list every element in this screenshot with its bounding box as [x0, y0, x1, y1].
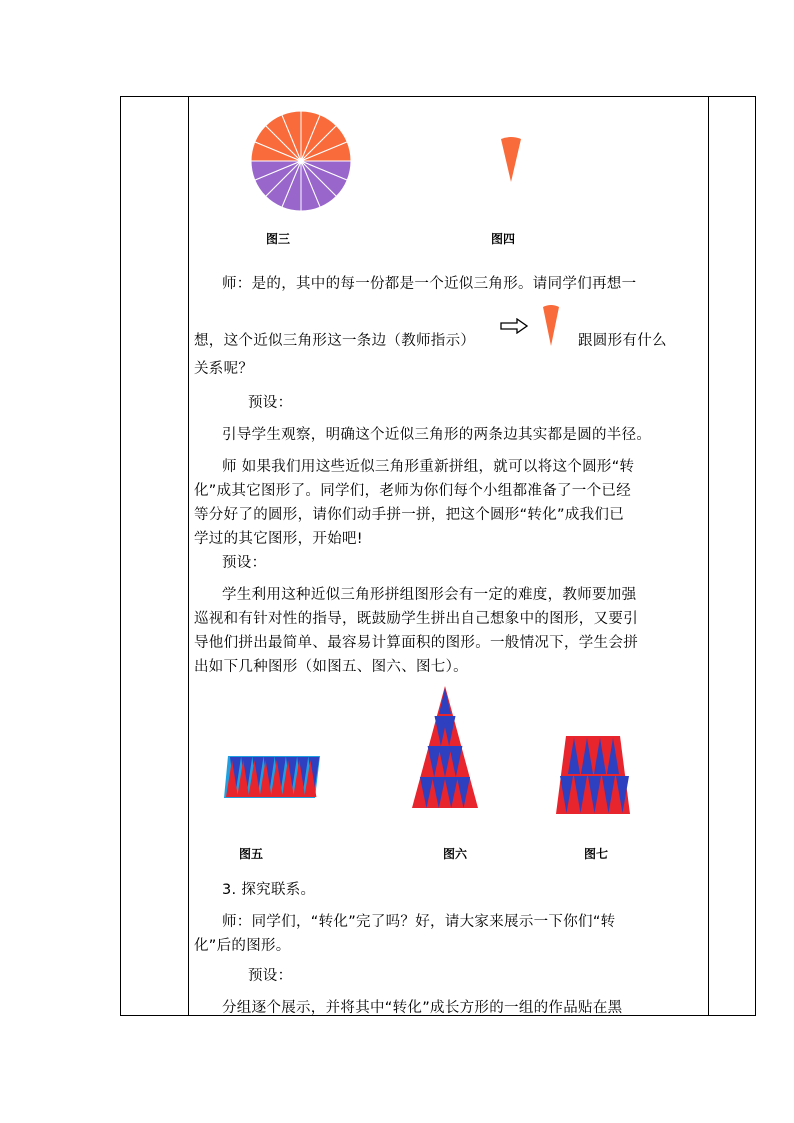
text-line: 化”后的图形。: [194, 938, 291, 954]
figure-7-label: 图七: [584, 847, 609, 861]
text-line: 师：是的，其中的每一份都是一个近似三角形。请同学们再想一: [222, 276, 637, 292]
figure-3-circle: [250, 110, 352, 214]
preset-label-2: [194, 551, 676, 575]
figure-3-label: 图三: [266, 232, 291, 246]
figure-5-parallelogram: [222, 754, 322, 800]
text-line: 化”成其它图形了。同学们，老师为你们每个小组都准备了一个已经: [194, 483, 632, 499]
paragraph-teacher-question: [194, 272, 676, 296]
paragraph-teacher-show: [194, 910, 676, 958]
text-line: 预设：: [248, 968, 293, 984]
paragraph-teacher-question-end: [578, 329, 688, 353]
figure-6-triangle: [410, 684, 480, 810]
text-line: 导他们拼出最简单、最容易计算面积的图形。一般情况下，学生会拼: [194, 635, 638, 651]
arrow-right-icon: [500, 318, 528, 334]
figure-6-label: 图六: [443, 847, 468, 861]
text-line: 关系呢？: [194, 361, 254, 377]
text-line: 师：同学们，“转化”完了吗？好，请大家来展示一下你们“转: [222, 914, 616, 930]
sector-down: [439, 688, 451, 714]
figure-7-trapezoid: [554, 734, 634, 816]
text-line: 预设：: [222, 555, 267, 571]
text-line: 学过的其它图形，开始吧!: [194, 531, 363, 547]
paragraph-group-display: [194, 996, 676, 1020]
paragraph-teacher-question-last: [194, 357, 676, 381]
text-line: 出如下几种图形（如图五、图六、图七）。: [194, 659, 468, 675]
table-column-divider-left: [188, 97, 189, 1015]
figure-4-sector: [500, 136, 522, 184]
preset-label-1: [194, 391, 676, 415]
figure-4-label: 图四: [491, 232, 516, 246]
text-line: 学生利用这种近似三角形拼组图形会有一定的难度，教师要加强: [222, 587, 637, 603]
text-line: 3. 探究联系。: [222, 882, 316, 898]
text-line: 分组逐个展示，并将其中“转化”成长方形的一组的作品贴在黑: [222, 1000, 623, 1016]
text-line: 巡视和有针对性的指导，既鼓励学生拼出自己想象中的图形，又要引: [194, 611, 638, 627]
text-line: 引导学生观察，明确这个近似三角形的两条边其实都是圆的半径。: [222, 427, 652, 443]
preset-label-3: [194, 964, 676, 988]
text-line: 等分好了的圆形，请你们动手拼一拼，把这个圆形“转化”成我们已: [194, 507, 625, 523]
text-line: 师 如果我们用这些近似三角形重新拼组，就可以将这个圆形“转: [222, 459, 635, 475]
figure-5-label: 图五: [239, 847, 264, 861]
table-column-divider-right: [708, 97, 709, 1015]
paragraph-guide-observe: [194, 423, 676, 447]
text-line: 预设：: [248, 395, 293, 411]
sector-icon: [542, 304, 560, 348]
text-line: 想，这个近似三角形这一条边（教师指示）: [194, 333, 476, 349]
paragraph-student-assemble: [194, 583, 676, 679]
paragraph-teacher-regroup: [194, 455, 676, 551]
text-line: 跟圆形有什么: [578, 333, 667, 349]
section-heading-explore: [194, 878, 676, 902]
